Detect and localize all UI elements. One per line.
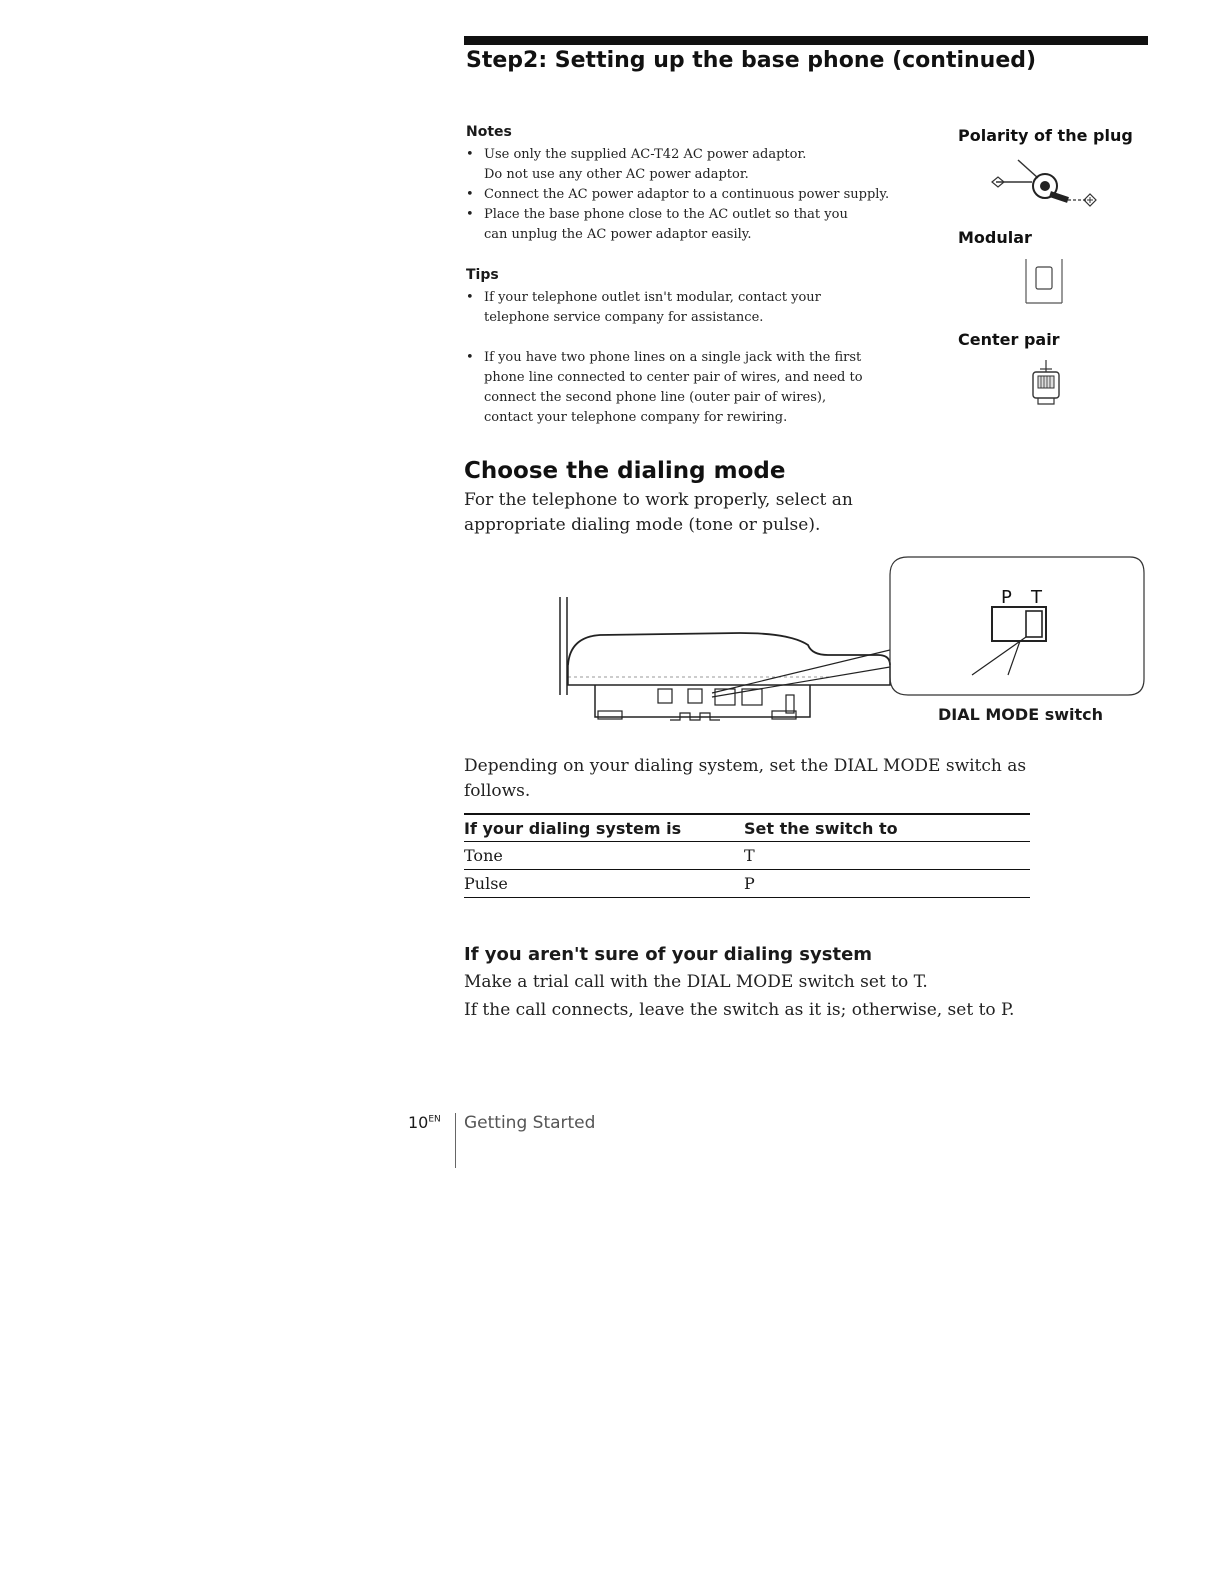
table-header-row <box>464 814 1030 842</box>
notes-heading: Notes <box>466 124 512 140</box>
tips-list <box>466 288 936 428</box>
center-pair-label: Center pair <box>958 330 1060 349</box>
tip-item: • If your telephone outlet isn't modular, contact your telephone service company for assistance. <box>466 288 936 328</box>
subsection-title-unsure: If you aren't sure of your dialing system <box>464 944 873 965</box>
polarity-plug-icon <box>990 156 1105 211</box>
unsure-instructions: Make a trial call with the DIAL MODE switch set to T. If the call connects, leave the switch as it is; otherwise, set to P. <box>464 972 1015 1020</box>
header-rule <box>464 36 1148 45</box>
page-number: $10^{EN}$ <box>408 1113 441 1132</box>
note-item: • Use only the supplied AC-T42 AC power adaptor. Do not use any other AC power adaptor. <box>466 145 936 185</box>
section-title-dialing-mode: Choose the dialing mode <box>464 458 786 484</box>
dialing-intro: For the telephone to work properly, select an appropriate dialing mode (tone or pulse). <box>464 490 853 535</box>
switch-label-t: T <box>1031 587 1042 608</box>
page-title: Step2: Setting up the base phone (continued) <box>466 48 1037 73</box>
notes-list <box>466 145 936 245</box>
switch-label-p: P <box>1001 587 1012 608</box>
note-item: • Connect the AC power adaptor to a continuous power supply. <box>466 185 936 205</box>
tips-heading: Tips <box>466 267 499 283</box>
table-cell: Pulse <box>464 870 744 898</box>
dialing-mode-table <box>464 813 1030 898</box>
base-phone-illustration <box>540 555 1152 730</box>
table-header-switch-setting: Set the switch to <box>744 814 1030 842</box>
footer-section-name: Getting Started <box>464 1113 596 1133</box>
footer-divider <box>455 1113 456 1168</box>
tip-item: • If you have two phone lines on a single jack with the first phone line connected to center pair of wires, and need to connect the second phone line (outer pair of wires), contact your telephone company for rewiring. <box>466 348 936 428</box>
dialing-instructions: Depending on your dialing system, set the DIAL MODE switch as follows. <box>464 756 1027 801</box>
modular-jack-icon <box>1022 255 1067 307</box>
table-cell: T <box>744 842 1030 870</box>
table-header-dialing-system: If your dialing system is <box>464 814 744 842</box>
dial-mode-switch-caption: DIAL MODE switch <box>938 705 1103 724</box>
note-item: • Place the base phone close to the AC outlet so that you can unplug the AC power adaptor easily. <box>466 205 936 245</box>
modular-label: Modular <box>958 228 1032 247</box>
center-pair-plug-icon <box>1028 358 1064 410</box>
polarity-label: Polarity of the plug <box>958 126 1133 145</box>
table-row <box>464 842 1030 870</box>
table-row <box>464 870 1030 898</box>
table-cell: P <box>744 870 1030 898</box>
table-cell: Tone <box>464 842 744 870</box>
